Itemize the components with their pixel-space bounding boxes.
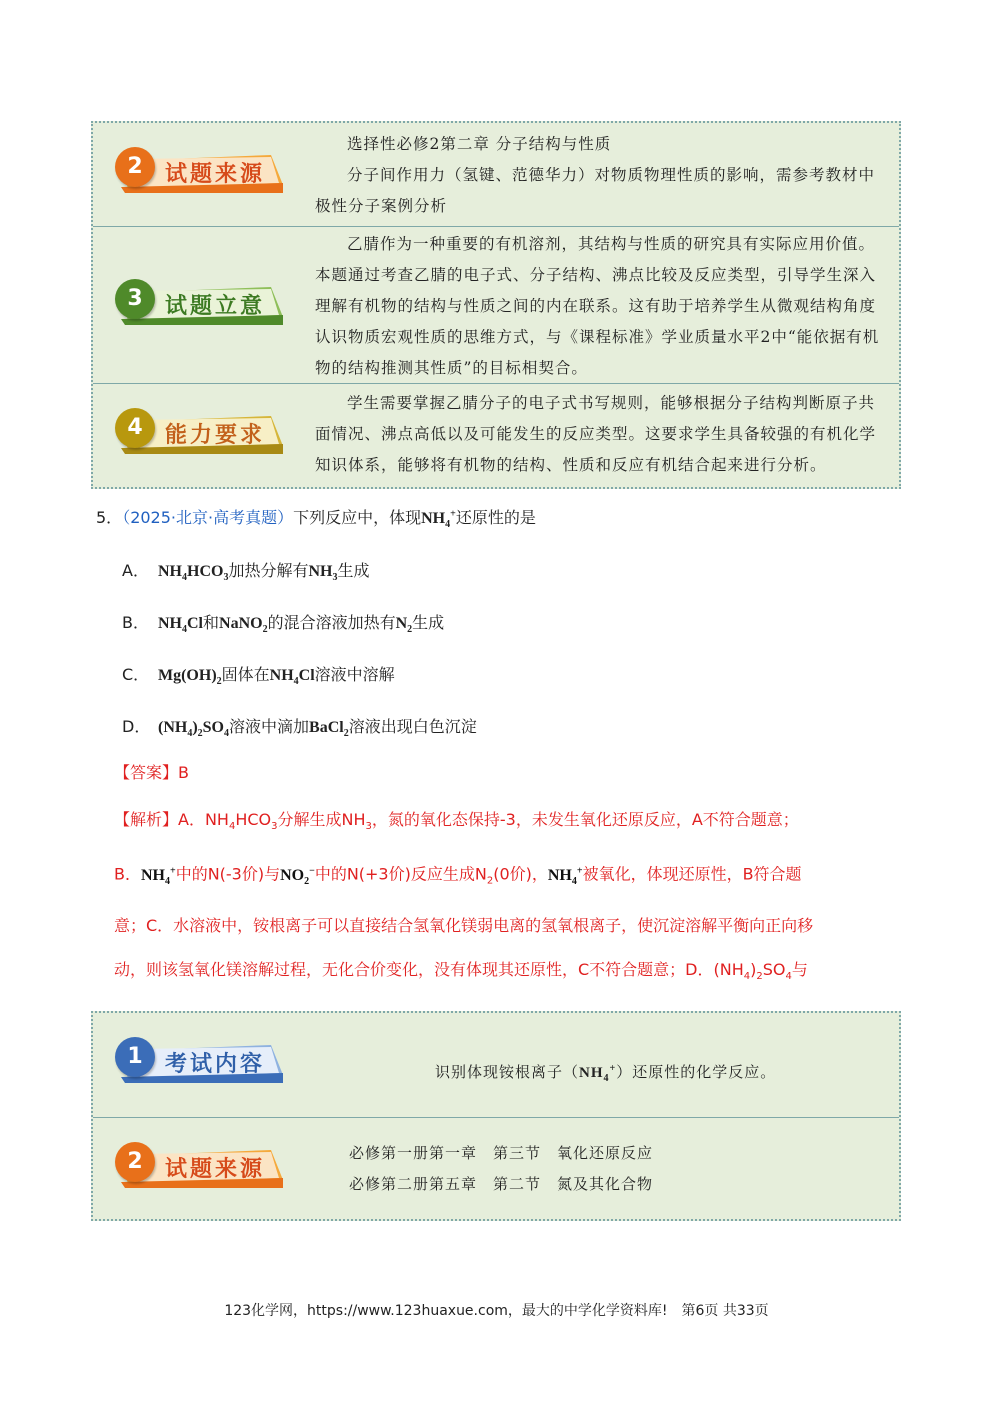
content-post: ）还原性的化学反应。 — [616, 1063, 777, 1081]
row-ability — [93, 384, 899, 487]
option-text: 加热分解有 — [228, 561, 309, 580]
option-text: 和 — [203, 613, 220, 632]
intent-paragraph: 乙腈作为一种重要的有机溶剂，其结构与性质的研究具有实际应用价值。本题通过考查乙腈的电子式、分子结构、沸点比较及反应类型，引导学生深入理解有机物的结构与性质之间的内在联系。这有助于培养学生从微观结构角度认识物质宏观性质的思维方式，与《课程标准》学业质量水平2中“能依据有机物的结构推测其性质”的目标相契合。 — [315, 235, 880, 377]
intent-text — [315, 229, 889, 384]
badge-number: 1 — [115, 1037, 155, 1077]
analysis: 【解析】A．$NH_4HCO_3$分解生成$NH_3$，氮的氧化态保持-3，未发生氧化还原反应，A不符合题意； B．$NH_4^+$中的N(-3价)与$NO_2^-$中的N(+3价)反应生成$N_2(0$价)，$NH_4^+$被氧化，体现还原性，B符合题 意；C．水溶液中，铵根离子可以直接结合氢氧化镁弱电离的氢氧根离子，使沉淀溶解平衡向正向移 动，则该氢氧化镁溶解过程，无化合价变化，没有体现其还原性，C不符合题意；D．$(NH_4)_2SO_4$与 — [114, 810, 814, 982]
source-2-line-2: 必修第二册第五章 第二节 氮及其化合物 — [349, 1175, 654, 1193]
source-text — [315, 129, 889, 222]
analysis-tag: 【解析】 — [114, 810, 179, 829]
option-letter: C． — [122, 665, 150, 684]
stem-prefix: 下列反应中，体现 — [293, 508, 422, 527]
formula: BaCl$_2$ — [309, 719, 349, 740]
row-source-2 — [93, 1118, 899, 1219]
source-2-line-1: 必修第一册第一章 第三节 氧化还原反应 — [349, 1144, 654, 1162]
option-text: 溶液中溶解 — [314, 665, 395, 684]
badge-ability — [115, 406, 285, 462]
option-c[interactable] — [122, 662, 395, 687]
formula: $NH_4HCO_3$ — [158, 563, 229, 584]
row-intent — [93, 227, 899, 384]
badge-source-2 — [115, 1140, 285, 1196]
badge-label: 试题来源 — [165, 1157, 266, 1182]
badge-number: 2 — [115, 1142, 155, 1182]
content-text — [435, 1053, 889, 1094]
formula: $(NH_4)_2SO_4$ — [158, 719, 229, 740]
option-b[interactable] — [122, 610, 444, 635]
formula: $NH_4Cl$ — [158, 615, 203, 636]
option-text: 溶液出现白色沉淀 — [348, 717, 477, 736]
row-source — [93, 123, 899, 227]
badge-number: 3 — [115, 279, 155, 319]
formula-nh4: $NH_4^+$ — [579, 1063, 617, 1084]
option-letter: D． — [122, 717, 151, 736]
ability-text — [315, 388, 889, 481]
row-content — [93, 1013, 899, 1118]
formula: $Mg(OH)_2$ — [158, 667, 222, 688]
option-text: 固体在 — [221, 665, 270, 684]
source-line-2: 分子间作用力（氢键、范德华力）对物质物理性质的影响，需参考教材中极性分子案例分析 — [315, 166, 876, 215]
source-line-1: 选择性必修2第二章 分子结构与性质 — [347, 135, 612, 153]
badge-number: 4 — [115, 408, 155, 448]
answer-value: B — [178, 763, 189, 782]
option-text: 溶液中滴加 — [229, 717, 310, 736]
badge-number: 2 — [115, 147, 155, 187]
source-2-text — [349, 1138, 889, 1200]
answer-tag: 【答案】 — [114, 763, 179, 782]
info-box-2 — [91, 1011, 901, 1221]
badge-content — [115, 1035, 285, 1091]
option-d[interactable] — [122, 714, 477, 739]
option-text: 生成 — [337, 561, 370, 580]
formula: $NH_4Cl$ — [269, 667, 315, 688]
option-letter: B． — [122, 613, 149, 632]
badge-label: 考试内容 — [165, 1052, 266, 1077]
badge-label: 能力要求 — [165, 423, 266, 448]
option-text: 的混合溶液加热有 — [267, 613, 396, 632]
page-footer: 123化学网，https://www.123huaxue.com，最大的中学化学资料库! 第6页 共33页 — [224, 1303, 769, 1319]
badge-intent — [115, 277, 285, 333]
content-pre: 识别体现铵根离子（ — [435, 1063, 580, 1081]
stem-suffix: 还原性的是 — [455, 508, 536, 527]
question-source[interactable]: （2025·北京·高考真题） — [122, 508, 294, 527]
option-a[interactable] — [122, 558, 369, 583]
formula-nh4: $NH_4^+$ — [421, 508, 456, 531]
formula: NaNO$_2$ — [219, 615, 268, 636]
badge-label: 试题来源 — [165, 162, 266, 187]
question-stem — [96, 505, 536, 530]
badge-label: 试题立意 — [165, 294, 266, 319]
ability-paragraph: 学生需要掌握乙腈分子的电子式书写规则，能够根据分子结构判断原子共面情况、沸点高低以及可能发生的反应类型。这要求学生具备较强的有机化学知识体系，能够将有机物的结构、性质和反应有机结合起来进行分析。 — [315, 394, 877, 474]
formula: $N_2$ — [395, 615, 413, 636]
badge-source — [115, 145, 285, 201]
option-letter: A． — [122, 561, 149, 580]
info-box-1 — [91, 121, 901, 489]
formula: $NH_3$ — [308, 563, 338, 584]
answer — [114, 760, 189, 783]
question-number: 5． — [96, 508, 123, 527]
option-text: 生成 — [412, 613, 445, 632]
